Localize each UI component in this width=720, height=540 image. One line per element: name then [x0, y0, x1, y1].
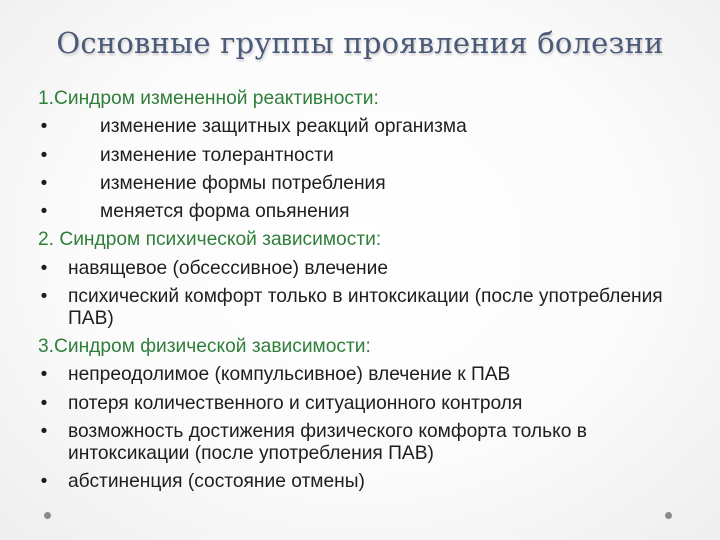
bullet-icon: •: [40, 201, 48, 223]
list-item-text: меняется форма опьянения: [100, 201, 350, 223]
list-item: [38, 142, 698, 170]
bullet-icon: •: [40, 364, 48, 386]
bullet-icon: •: [40, 144, 48, 166]
list-item: [38, 418, 698, 468]
bullet-icon: •: [40, 116, 48, 138]
footer-left-dot: [44, 512, 51, 519]
list-item-text: изменение толерантности: [100, 144, 334, 166]
list-item: [38, 170, 698, 198]
slide-body: [38, 85, 698, 496]
list-item-text: изменение защитных реакций организма: [100, 116, 467, 138]
footer-right-dot: [665, 512, 672, 519]
list-item: [38, 361, 698, 389]
list-item-text: абстиненция (состояние отмены): [68, 470, 365, 492]
list-item: [38, 468, 698, 496]
list-item-text: потеря количественного и ситуационного контроля: [68, 392, 523, 414]
slide-title: Основные группы проявления болезни: [56, 26, 664, 60]
section-heading-physical: 3.Синдром физической зависимости:: [38, 336, 371, 358]
bullet-icon: •: [40, 257, 48, 279]
bullet-icon: •: [40, 420, 48, 442]
list-item-text: изменение формы потребления: [100, 172, 386, 194]
list-item: [38, 390, 698, 418]
bullet-icon: •: [40, 470, 48, 492]
list-item-text: навящевое (обсессивное) влечение: [68, 257, 389, 279]
list-item-text: непреодолимое (компульсивное) влечение к ПАВ: [68, 364, 511, 386]
list-item-text: психический комфорт только в интоксикации (после употребления ПАВ): [68, 286, 663, 330]
list-item: [38, 283, 698, 333]
bullet-icon: •: [40, 286, 48, 308]
bullet-icon: •: [40, 172, 48, 194]
list-item: [38, 198, 698, 226]
section-heading-reactivity: 1.Синдром измененной реактивности:: [38, 88, 379, 109]
list-item-text: возможность достижения физического комфорта только в интоксикации (после употребления ПАВ): [68, 420, 587, 464]
bullet-icon: •: [40, 392, 48, 414]
section-heading-psychic: 2. Синдром психической зависимости:: [38, 229, 382, 251]
list-item: [38, 113, 698, 141]
list-item: [38, 255, 698, 283]
